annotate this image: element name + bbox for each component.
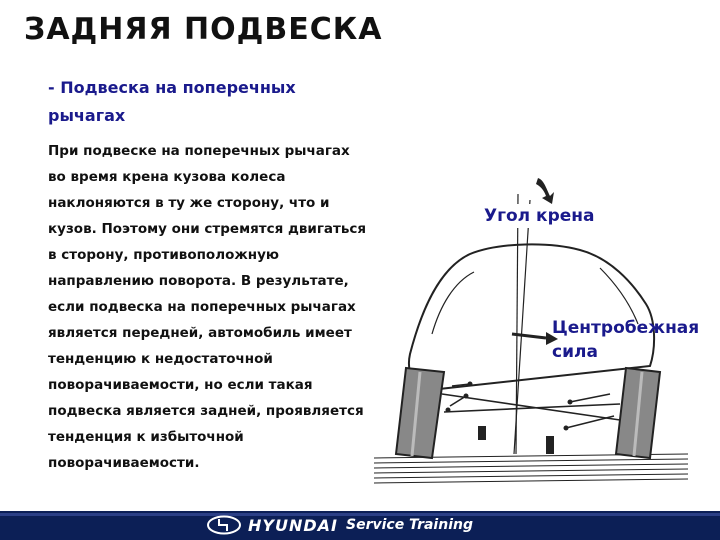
slide-title: ЗАДНЯЯ ПОДВЕСКА bbox=[24, 12, 383, 47]
body-paragraph: При подвеске на поперечных рычагах во время крена кузова колеса наклоняются в ту же сторону, что и кузов. Поэтому они стремятся двигаться в сторону, противоположную направлению поворота. В результате, если подвеска на поперечных рычагах является передней, автомобиль имеет тенденцию к недостаточной поворачиваемости, но если такая подвеска является задней, проявляется тенденция к избыточной поворачиваемости. bbox=[48, 143, 367, 471]
hyundai-emblem-icon bbox=[206, 515, 242, 535]
service-training-label: Service Training bbox=[345, 517, 473, 533]
roll-angle-label: Угол крена bbox=[476, 204, 603, 228]
hyundai-logo bbox=[206, 514, 473, 536]
centrifugal-force-label: Центробежная сила bbox=[552, 318, 700, 362]
brand-name: HYUNDAI bbox=[248, 515, 338, 535]
section-subtitle: - Подвеска на поперечных рычагах bbox=[48, 78, 296, 125]
